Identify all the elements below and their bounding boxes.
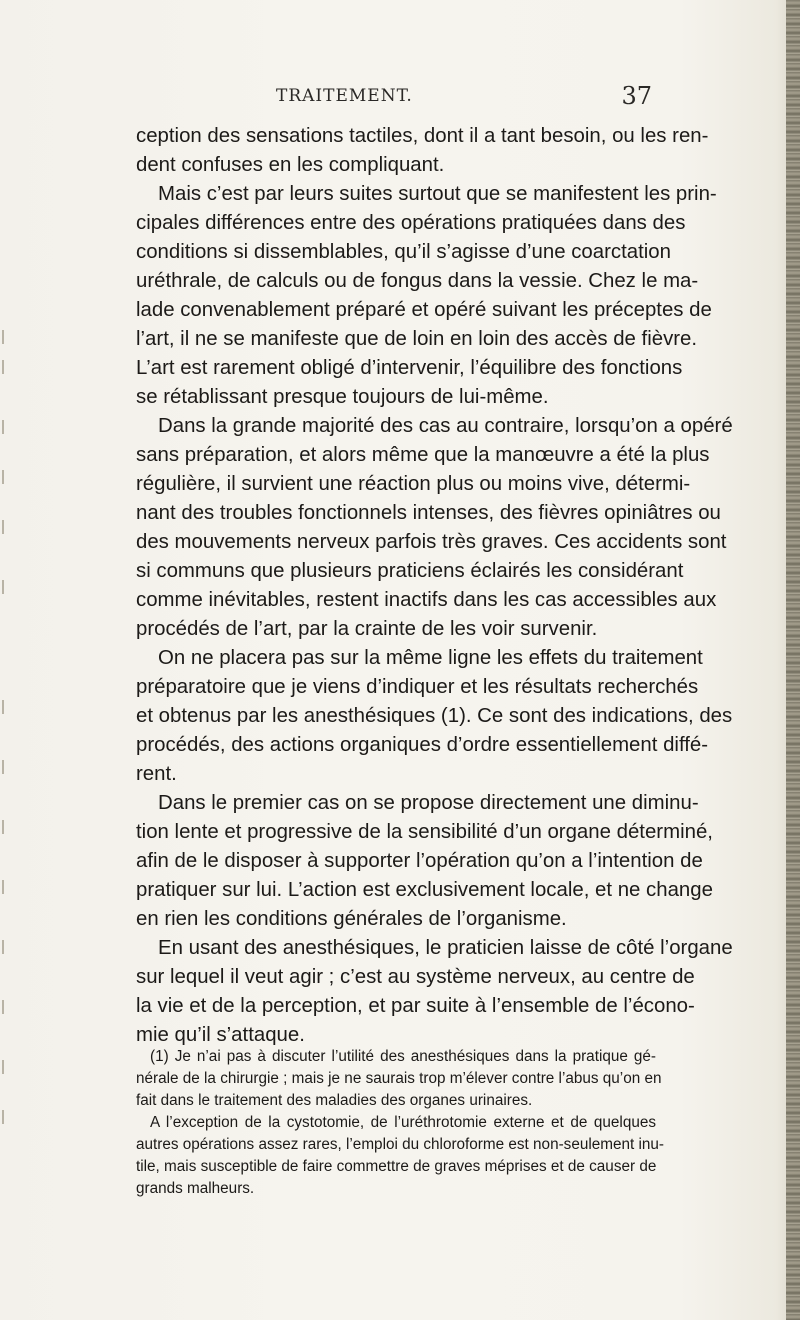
text-line: comme inévitables, restent inactifs dans les cas accessibles aux (136, 589, 717, 611)
text-line: procédés de l’art, par la crainte de les voir survenir. (136, 618, 598, 640)
page-header (140, 82, 652, 114)
text-line: uréthrale, de calculs ou de fongus dans la vessie. Chez le ma- (136, 270, 699, 292)
text-line: régulière, il survient une réaction plus ou moins vive, détermi- (136, 473, 691, 495)
margin-mark (2, 880, 4, 894)
margin-mark (2, 420, 4, 434)
text-line: ception des sensations tactiles, dont il a tant besoin, ou les ren- (136, 125, 709, 147)
text-line: cipales différences entre des opérations pratiquées dans des (136, 212, 686, 234)
text-line: sur lequel il veut agir ; c’est au système nerveux, au centre de (136, 966, 695, 988)
text-line: rent. (136, 763, 177, 785)
footnote-line: A l’exception de la cystotomie, de l’uréthrotomie externe et de quelques (150, 1114, 656, 1131)
text-line: L’art est rarement obligé d’intervenir, l’équilibre des fonctions (136, 357, 683, 379)
margin-mark (2, 330, 4, 344)
page-binding-edge (786, 0, 800, 1320)
footnote-line: grands malheurs. (136, 1180, 255, 1197)
text-line: procédés, des actions organiques d’ordre essentiellement diffé- (136, 734, 709, 756)
text-line: tion lente et progressive de la sensibilité d’un organe déterminé, (136, 821, 713, 843)
margin-mark (2, 700, 4, 714)
text-line: conditions si dissemblables, qu’il s’agisse d’une coarctation (136, 241, 671, 263)
margin-mark (2, 1110, 4, 1124)
text-line: la vie et de la perception, et par suite à l’ensemble de l’écono- (136, 995, 695, 1017)
text-line: Dans la grande majorité des cas au contraire, lorsqu’on a opéré (158, 415, 733, 437)
text-line: si communs que plusieurs praticiens éclairés les considérant (136, 560, 684, 582)
margin-mark (2, 760, 4, 774)
left-margin-marks (0, 0, 10, 1320)
text-line: l’art, il ne se manifeste que de loin en loin des accès de fièvre. (136, 328, 698, 350)
text-line: Mais c’est par leurs suites surtout que se manifestent les prin- (158, 183, 717, 205)
text-line: pratiquer sur lui. L’action est exclusivement locale, et ne change (136, 879, 713, 901)
text-line: mie qu’il s’attaque. (136, 1024, 305, 1046)
text-line: En usant des anesthésiques, le praticien laisse de côté l’organe (158, 937, 733, 959)
text-line: des mouvements nerveux parfois très graves. Ces accidents sont (136, 531, 727, 553)
margin-mark (2, 470, 4, 484)
text-line: sans préparation, et alors même que la manœuvre a été la plus (136, 444, 710, 466)
text-line: préparatoire que je viens d’indiquer et les résultats recherchés (136, 676, 699, 698)
margin-mark (2, 580, 4, 594)
margin-mark (2, 360, 4, 374)
text-line: se rétablissant presque toujours de lui-même. (136, 386, 549, 408)
margin-mark (2, 820, 4, 834)
margin-mark (2, 940, 4, 954)
footnote-line: nérale de la chirurgie ; mais je ne saurais trop m’élever contre l’abus qu’on en (136, 1070, 662, 1087)
text-line: et obtenus par les anesthésiques (1). Ce sont des indications, des (136, 705, 733, 727)
footnote-line: tile, mais susceptible de faire commettre de graves méprises et de causer de (136, 1158, 657, 1175)
text-line: afin de le disposer à supporter l’opération qu’on a l’intention de (136, 850, 703, 872)
running-title: TRAITEMENT. (276, 86, 413, 106)
text-line: nant des troubles fonctionnels intenses, des fièvres opiniâtres ou (136, 502, 721, 524)
margin-mark (2, 520, 4, 534)
text-line: dent confuses en les compliquant. (136, 154, 445, 176)
footnotes (136, 1046, 665, 1200)
footnote-line: fait dans le traitement des maladies des organes urinaires. (136, 1092, 533, 1109)
text-line: lade convenablement préparé et opéré suivant les préceptes de (136, 299, 712, 321)
footnote-line: (1) Je n’ai pas à discuter l’utilité des anesthésiques dans la pratique gé- (150, 1048, 656, 1065)
text-line: Dans le premier cas on se propose directement une diminu- (158, 792, 699, 814)
margin-mark (2, 1000, 4, 1014)
body-text (136, 122, 733, 1050)
text-line: en rien les conditions générales de l’organisme. (136, 908, 567, 930)
page-number: 37 (621, 82, 652, 110)
margin-mark (2, 1060, 4, 1074)
text-line: On ne placera pas sur la même ligne les effets du traitement (158, 647, 703, 669)
footnote-line: autres opérations assez rares, l’emploi du chloroforme est non-seulement inu- (136, 1136, 665, 1153)
